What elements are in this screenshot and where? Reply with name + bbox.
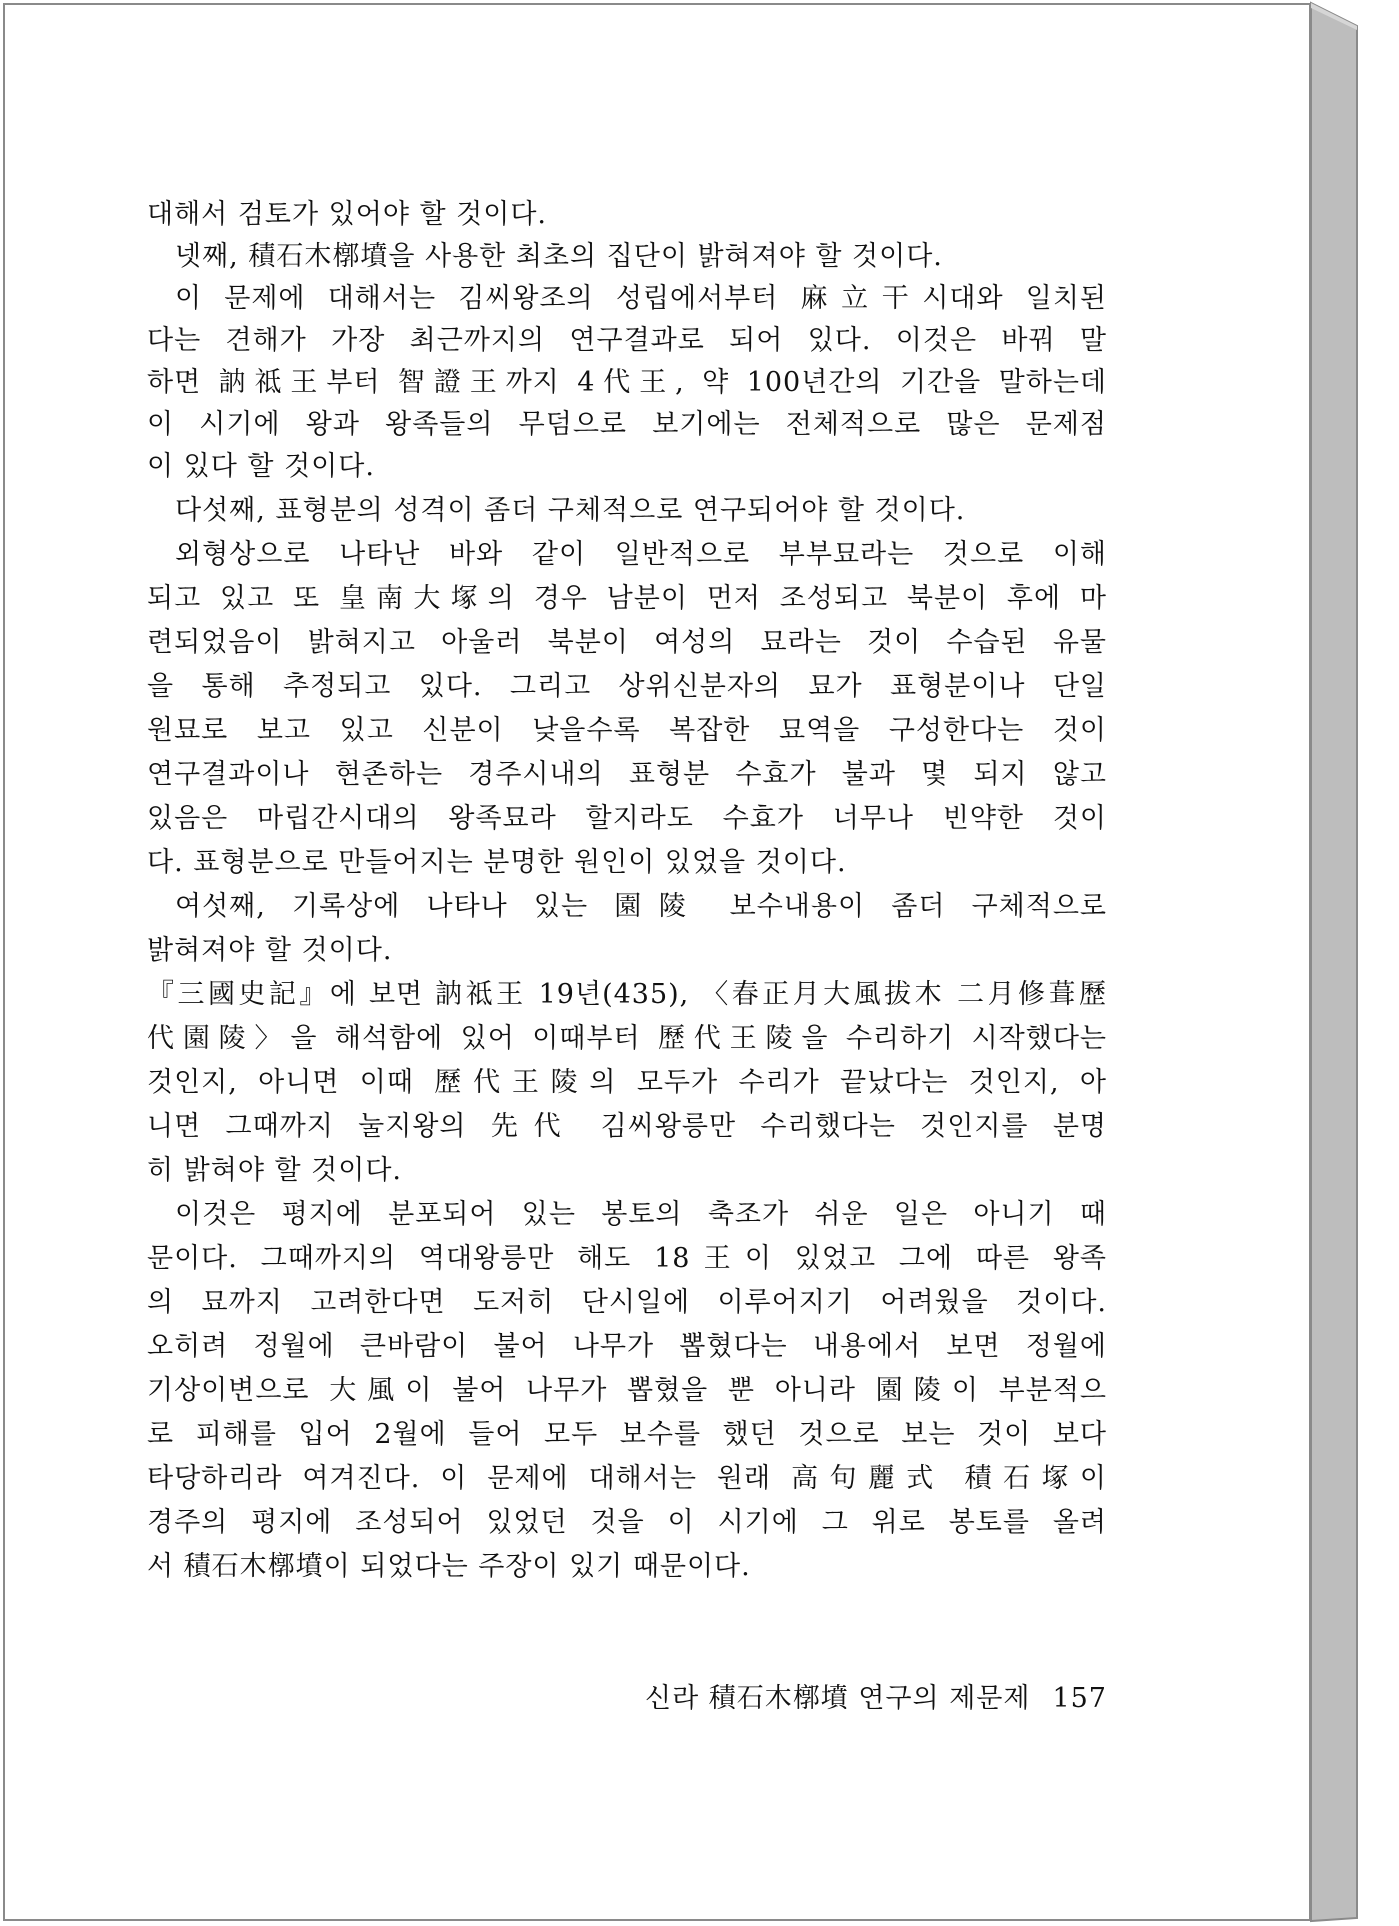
text-line: 하면 訥祗王부터 智證王까지 4代王, 약 100년간의 기간을 말하는데 xyxy=(147,367,1107,398)
text-line: 기상이변으로 大風이 불어 나무가 뽑혔을 뿐 아니라 園陵이 부분적으 xyxy=(147,1375,1107,1406)
text-line: 여섯째, 기록상에 나타나 있는 園陵 보수내용이 좀더 구체적으로 xyxy=(175,891,1107,922)
text-line: 代園陵〉을 해석함에 있어 이때부터 歷代王陵을 수리하기 시작했다는 xyxy=(147,1023,1107,1054)
text-line: 것인지, 아니면 이때 歷代王陵의 모두가 수리가 끝났다는 것인지, 아 xyxy=(147,1067,1107,1098)
text-line: 『三國史記』에 보면 訥祗王 19년(435), 〈春正月大風拔木 二月修葺歷 xyxy=(147,979,1107,1010)
text-line: 다섯째, 표형분의 성격이 좀더 구체적으로 연구되어야 할 것이다. xyxy=(175,495,966,526)
text-line: 문이다. 그때까지의 역대왕릉만 해도 18王이 있었고 그에 따른 왕족 xyxy=(147,1243,1107,1274)
text-line: 넷째, 積石木槨墳을 사용한 최초의 집단이 밝혀져야 할 것이다. xyxy=(175,241,943,272)
text-line: 이 시기에 왕과 왕족들의 무덤으로 보기에는 전체적으로 많은 문제점 xyxy=(147,409,1107,440)
text-line: 밝혀져야 할 것이다. xyxy=(147,935,393,966)
text-line: 되고 있고 또 皇南大塚의 경우 남분이 먼저 조성되고 북분이 후에 마 xyxy=(147,583,1107,614)
text-line: 외형상으로 나타난 바와 같이 일반적으로 부부묘라는 것으로 이해 xyxy=(175,539,1107,570)
text-line: 로 피해를 입어 2월에 들어 모두 보수를 했던 것으로 보는 것이 보다 xyxy=(147,1419,1107,1450)
text-line: 원묘로 보고 있고 신분이 낮을수록 복잡한 묘역을 구성한다는 것이 xyxy=(147,715,1107,746)
text-line: 오히려 정월에 큰바람이 불어 나무가 뽑혔다는 내용에서 보면 정월에 xyxy=(147,1331,1107,1362)
running-title: 신라 積石木槨墳 연구의 제문제 xyxy=(645,1683,1031,1714)
text-line: 타당하리라 여겨진다. 이 문제에 대해서는 원래 高句麗式 積石塚이 xyxy=(147,1463,1107,1494)
text-line: 서 積石木槨墳이 되었다는 주장이 있기 때문이다. xyxy=(147,1551,751,1582)
text-line: 다. 표형분으로 만들어지는 분명한 원인이 있었을 것이다. xyxy=(147,847,847,878)
text-line: 다는 견해가 가장 최근까지의 연구결과로 되어 있다. 이것은 바꿔 말 xyxy=(147,325,1107,356)
text-line: 이것은 평지에 분포되어 있는 봉토의 축조가 쉬운 일은 아니기 때 xyxy=(175,1199,1107,1230)
text-line: 경주의 평지에 조성되어 있었던 것을 이 시기에 그 위로 봉토를 올려 xyxy=(147,1507,1107,1538)
text-line: 련되었음이 밝혀지고 아울러 북분이 여성의 묘라는 것이 수습된 유물 xyxy=(147,627,1107,658)
text-line: 이 있다 할 것이다. xyxy=(147,451,375,482)
text-line: 있음은 마립간시대의 왕족묘라 할지라도 수효가 너무나 빈약한 것이 xyxy=(147,803,1107,834)
text-line: 히 밝혀야 할 것이다. xyxy=(147,1155,402,1186)
text-line: 니면 그때까지 눌지왕의 先代 김씨왕릉만 수리했다는 것인지를 분명 xyxy=(147,1111,1107,1142)
text-line: 을 통해 추정되고 있다. 그리고 상위신분자의 묘가 표형분이나 단일 xyxy=(147,671,1107,702)
text-line: 이 문제에 대해서는 김씨왕조의 성립에서부터 麻立干시대와 일치된 xyxy=(175,283,1107,314)
page-number: 157 xyxy=(1052,1683,1107,1714)
text-line: 대해서 검토가 있어야 할 것이다. xyxy=(147,199,547,230)
page-footer xyxy=(625,1677,1107,1721)
text-line: 의 묘까지 고려한다면 도저히 단시일에 이루어지기 어려웠을 것이다. xyxy=(147,1287,1107,1318)
text-line: 연구결과이나 현존하는 경주시내의 표형분 수효가 불과 몇 되지 않고 xyxy=(147,759,1107,790)
book-page xyxy=(3,3,1311,1921)
